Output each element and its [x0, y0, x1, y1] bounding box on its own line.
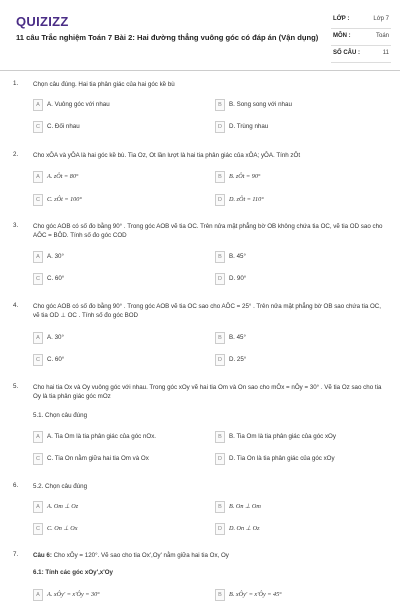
- option-letter-box: C: [33, 194, 43, 206]
- option-letter-box: D: [215, 194, 225, 206]
- option-d[interactable]: [215, 453, 385, 465]
- option-label: A. Om ⊥ Oz: [47, 503, 79, 510]
- option-d[interactable]: [215, 523, 385, 535]
- option-b[interactable]: [215, 589, 385, 601]
- option-letter-box: D: [215, 121, 225, 133]
- option-letter-box: A: [33, 171, 43, 183]
- question-number: 3.: [13, 222, 19, 229]
- option-c[interactable]: [33, 354, 203, 366]
- meta-key: SỐ CÂU :: [333, 50, 360, 56]
- meta-table: [331, 12, 391, 63]
- option-letter-box: A: [33, 589, 43, 601]
- option-b[interactable]: [215, 501, 385, 513]
- option-letter-box: C: [33, 273, 43, 285]
- option-letter-box: A: [33, 501, 43, 513]
- option-letter-box: C: [33, 121, 43, 133]
- option-label: B. Tia Om là tia phân giác của góc xOy: [229, 433, 336, 440]
- option-letter-box: C: [33, 354, 43, 366]
- sub-question: 6.1: Tính các góc xOy',x'Oy: [33, 569, 113, 576]
- option-label: C. Đối nhau: [47, 123, 80, 130]
- option-label: B. On ⊥ Om: [229, 503, 261, 510]
- option-a[interactable]: [33, 332, 203, 344]
- option-letter-box: B: [215, 589, 225, 601]
- question-text: Chọn câu đúng. Hai tia phân giác của hai góc kề bù: [33, 81, 175, 88]
- option-label: C. 60°: [47, 275, 65, 282]
- option-b[interactable]: [215, 332, 385, 344]
- option-label: D. 90°: [229, 275, 247, 282]
- question-number: 4.: [13, 302, 19, 309]
- option-label: D. On ⊥ Oz: [229, 525, 260, 532]
- option-a[interactable]: [33, 99, 203, 111]
- option-label: B. zÔt = 90°: [229, 173, 261, 180]
- option-letter-box: B: [215, 251, 225, 263]
- option-b[interactable]: [215, 251, 385, 263]
- option-c[interactable]: [33, 523, 203, 535]
- option-a[interactable]: [33, 501, 203, 513]
- option-letter-box: A: [33, 99, 43, 111]
- question-number: 5.: [13, 383, 19, 390]
- option-label: A. zÔt = 80°: [47, 173, 79, 180]
- option-label: B. 45°: [229, 253, 246, 260]
- option-letter-box: B: [215, 99, 225, 111]
- option-letter-box: C: [33, 523, 43, 535]
- option-label: D. 25°: [229, 356, 247, 363]
- option-a[interactable]: [33, 251, 203, 263]
- meta-row-subject: [331, 29, 391, 46]
- meta-key: LỚP :: [333, 16, 350, 22]
- option-letter-box: C: [33, 453, 43, 465]
- option-d[interactable]: [215, 194, 385, 206]
- option-label: B. Song song với nhau: [229, 101, 292, 108]
- question-text: Cho góc AOB có số đo bằng 90° . Trong góc AOB vẽ tia OC. Trên nửa mặt phẳng bờ OB không chứa tia OC, vẽ tia OD sao cho AÔC = BÔD. Tính số đo góc COD: [33, 223, 383, 239]
- question-text: Cho hai tia Ox và Oy vuông góc với nhau. Trong góc xOy vẽ hai tia Om và On sao cho mÔx = nÔy = 30° . Vẽ tia Oz sao cho tia Oy là tia phân giác góc mOz: [33, 384, 382, 400]
- option-letter-box: A: [33, 251, 43, 263]
- option-letter-box: B: [215, 332, 225, 344]
- question-number: 1.: [13, 80, 19, 87]
- question-text: Cho góc AOB có số đo bằng 90° . Trong góc AOB vẽ tia OC sao cho AÔC = 25° . Trên nửa mặt phẳng bờ OB sao chứa tia OC, vẽ tia OD ⊥ OC . Tính số đo góc BOD: [33, 303, 381, 319]
- question-label-bold: Câu 6:: [33, 552, 52, 559]
- quizizz-logo[interactable]: QUIZIZZ: [16, 14, 69, 29]
- question-text: 5.2. Chọn câu đúng: [33, 483, 88, 490]
- sub-question: 5.1. Chọn câu đúng: [33, 412, 88, 419]
- option-d[interactable]: [215, 121, 385, 133]
- option-label: A. xÔy' = x'Ôy = 30°: [47, 591, 100, 598]
- option-d[interactable]: [215, 273, 385, 285]
- option-d[interactable]: [215, 354, 385, 366]
- option-label: D. Tia On là tia phân giác của góc xOy: [229, 455, 335, 462]
- option-b[interactable]: [215, 99, 385, 111]
- option-label: C. Tia On nằm giữa hai tia Om và Ox: [47, 455, 149, 462]
- option-letter-box: D: [215, 453, 225, 465]
- meta-value: Lớp 7: [373, 16, 389, 22]
- option-letter-box: B: [215, 171, 225, 183]
- question-number: 2.: [13, 151, 19, 158]
- question-text-body: Cho xÔy = 120°. Vẽ sao cho tia Ox',Oy' nằm giữa hai tia Ox, Oy: [51, 552, 229, 559]
- question-text: [33, 551, 383, 560]
- meta-value: 11: [382, 50, 389, 56]
- option-a[interactable]: [33, 589, 203, 601]
- question-text: Cho xÔA và yÔA là hai góc kề bù. Tia Oz, Ot lần lượt là hai tia phân giác của xÔA; yÔA. Tính zÔt: [33, 152, 301, 159]
- meta-row-class: [331, 12, 391, 29]
- option-label: B. 45°: [229, 334, 246, 341]
- option-label: B. xÔy' = x'Ôy = 45°: [229, 591, 282, 598]
- option-c[interactable]: [33, 121, 203, 133]
- option-label: A. 30°: [47, 253, 64, 260]
- option-b[interactable]: [215, 171, 385, 183]
- header-divider: [0, 70, 400, 71]
- option-label: A. Vuông góc với nhau: [47, 101, 110, 108]
- option-letter-box: A: [33, 431, 43, 443]
- option-label: C. On ⊥ Ox: [47, 525, 78, 532]
- meta-value: Toán: [375, 33, 389, 39]
- option-letter-box: D: [215, 354, 225, 366]
- question-number: 7.: [13, 551, 19, 558]
- option-letter-box: D: [215, 273, 225, 285]
- option-label: C. zÔt = 100°: [47, 196, 82, 203]
- option-letter-box: A: [33, 332, 43, 344]
- option-c[interactable]: [33, 453, 203, 465]
- meta-row-count: [331, 46, 391, 63]
- meta-key: MÔN :: [333, 33, 351, 39]
- option-label: D. Trùng nhau: [229, 123, 269, 130]
- option-c[interactable]: [33, 273, 203, 285]
- option-a[interactable]: [33, 431, 203, 443]
- option-label: A. 30°: [47, 334, 64, 341]
- option-letter-box: B: [215, 501, 225, 513]
- option-b[interactable]: [215, 431, 385, 443]
- question-number: 6.: [13, 482, 19, 489]
- option-label: C. 60°: [47, 356, 65, 363]
- document-title: 11 câu Trắc nghiệm Toán 7 Bài 2: Hai đường thẳng vuông góc có đáp án (Vận dụng): [16, 33, 319, 42]
- header: [0, 0, 400, 64]
- option-a[interactable]: [33, 171, 203, 183]
- option-c[interactable]: [33, 194, 203, 206]
- option-label: D. zÔt = 110°: [229, 196, 264, 203]
- option-letter-box: D: [215, 523, 225, 535]
- option-letter-box: B: [215, 431, 225, 443]
- option-label: A. Tia Om là tia phân giác của góc nOx.: [47, 433, 157, 440]
